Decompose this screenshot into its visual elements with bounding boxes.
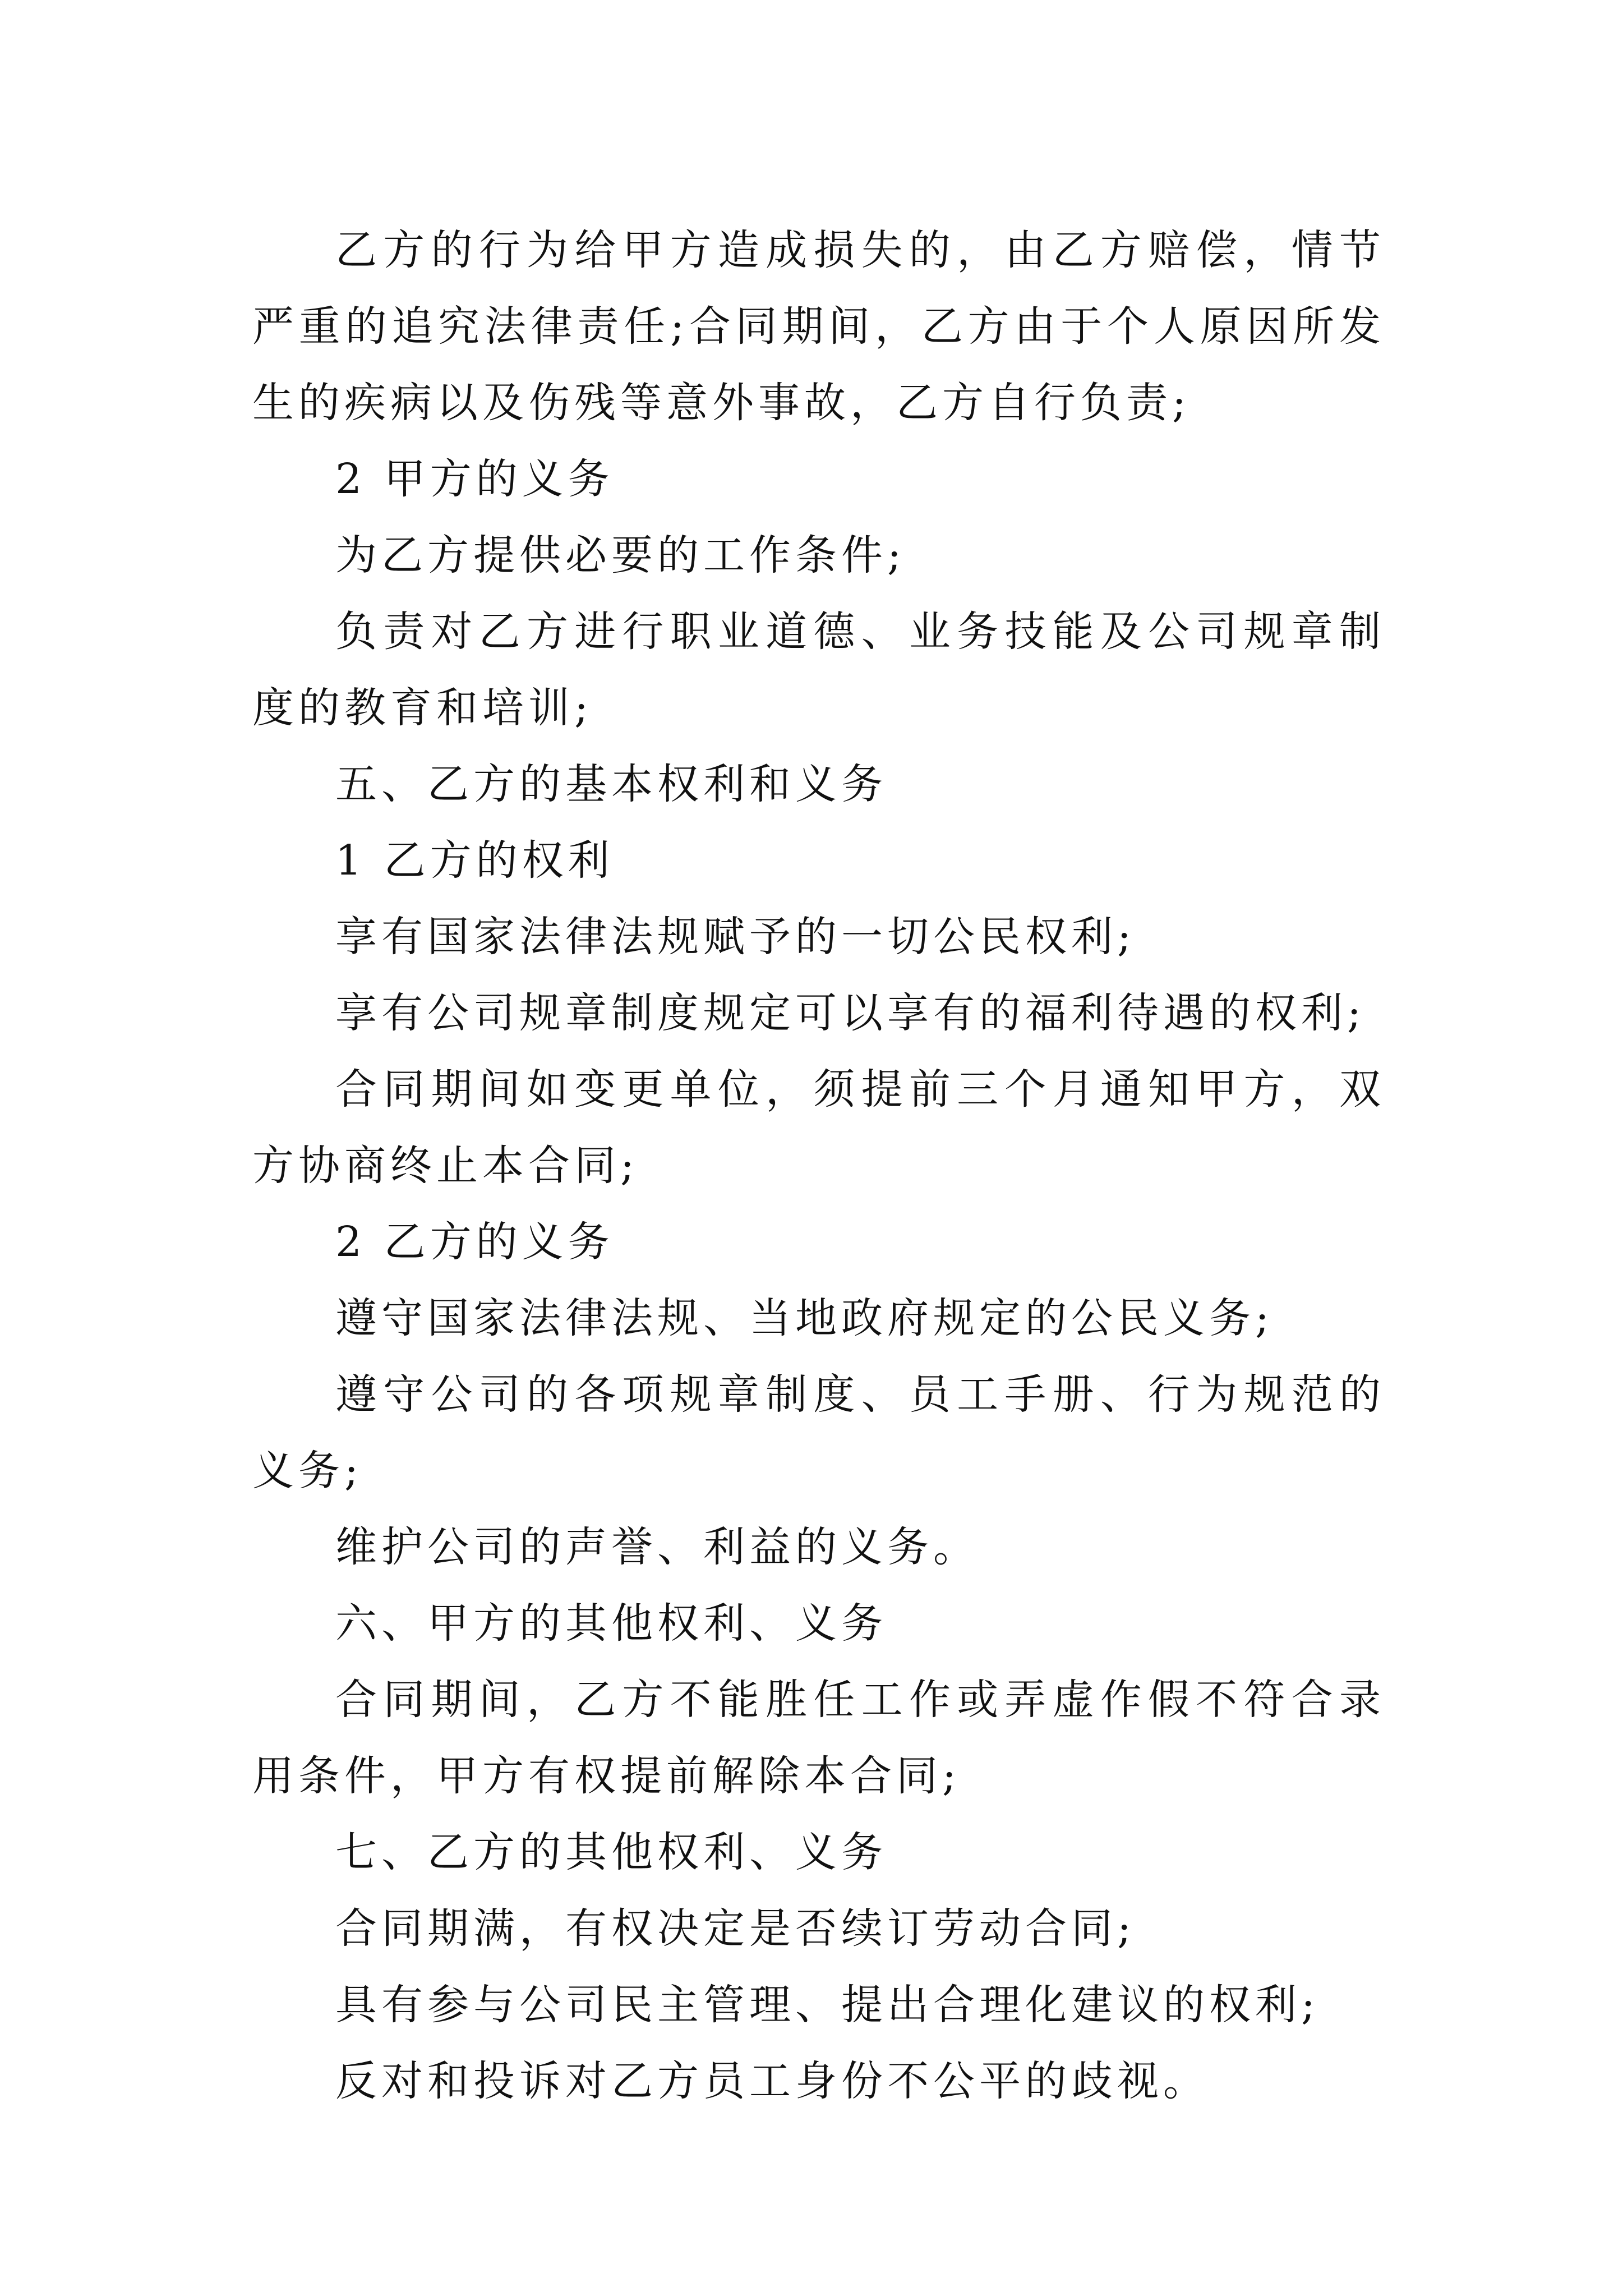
paragraph-change-employer: 合同期间如变更单位，须提前三个月通知甲方，双方协商终止本合同; [252, 1065, 1385, 1190]
heading-section-seven: 七、乙方的其他权利、义务 [335, 1828, 887, 1876]
paragraph-obey-law: 遵守国家法律法规、当地政府规定的公民义务; [335, 1294, 1274, 1342]
paragraph-welfare-rights: 享有公司规章制度规定可以享有的福利待遇的权利; [335, 989, 1366, 1037]
paragraph-anti-discrimination: 反对和投诉对乙方员工身份不公平的歧视。 [335, 2057, 1209, 2105]
paragraph-participation: 具有参与公司民主管理、提出合理化建议的权利; [335, 1981, 1320, 2029]
heading-party-a-obligations: 2 甲方的义务 [335, 455, 614, 503]
heading-party-b-rights: 1 乙方的权利 [335, 836, 614, 885]
paragraph-protect-reputation: 维护公司的声誉、利益的义务。 [335, 1523, 979, 1571]
heading-section-five: 五、乙方的基本权利和义务 [335, 760, 887, 808]
paragraph-early-termination: 合同期间，乙方不能胜任工作或弄虚作假不符合录用条件，甲方有权提前解除本合同; [252, 1676, 1385, 1800]
document-body [252, 212, 1385, 2119]
paragraph-liability: 乙方的行为给甲方造成损失的，由乙方赔偿，情节严重的追究法律责任;合同期间，乙方由于个人原因所发生的疾病以及伤残等意外事故，乙方自行负责; [252, 226, 1385, 427]
heading-section-six: 六、甲方的其他权利、义务 [335, 1599, 887, 1648]
paragraph-work-conditions: 为乙方提供必要的工作条件; [335, 531, 906, 579]
heading-party-b-obligations: 2 乙方的义务 [335, 1218, 614, 1266]
paragraph-civil-rights: 享有国家法律法规赋予的一切公民权利; [335, 913, 1136, 961]
paragraph-obey-company-rules: 遵守公司的各项规章制度、员工手册、行为规范的义务; [252, 1370, 1385, 1495]
paragraph-training: 负责对乙方进行职业道德、业务技能及公司规章制度的教育和培训; [252, 608, 1385, 732]
paragraph-renewal: 合同期满，有权决定是否续订劳动合同; [335, 1904, 1136, 1953]
